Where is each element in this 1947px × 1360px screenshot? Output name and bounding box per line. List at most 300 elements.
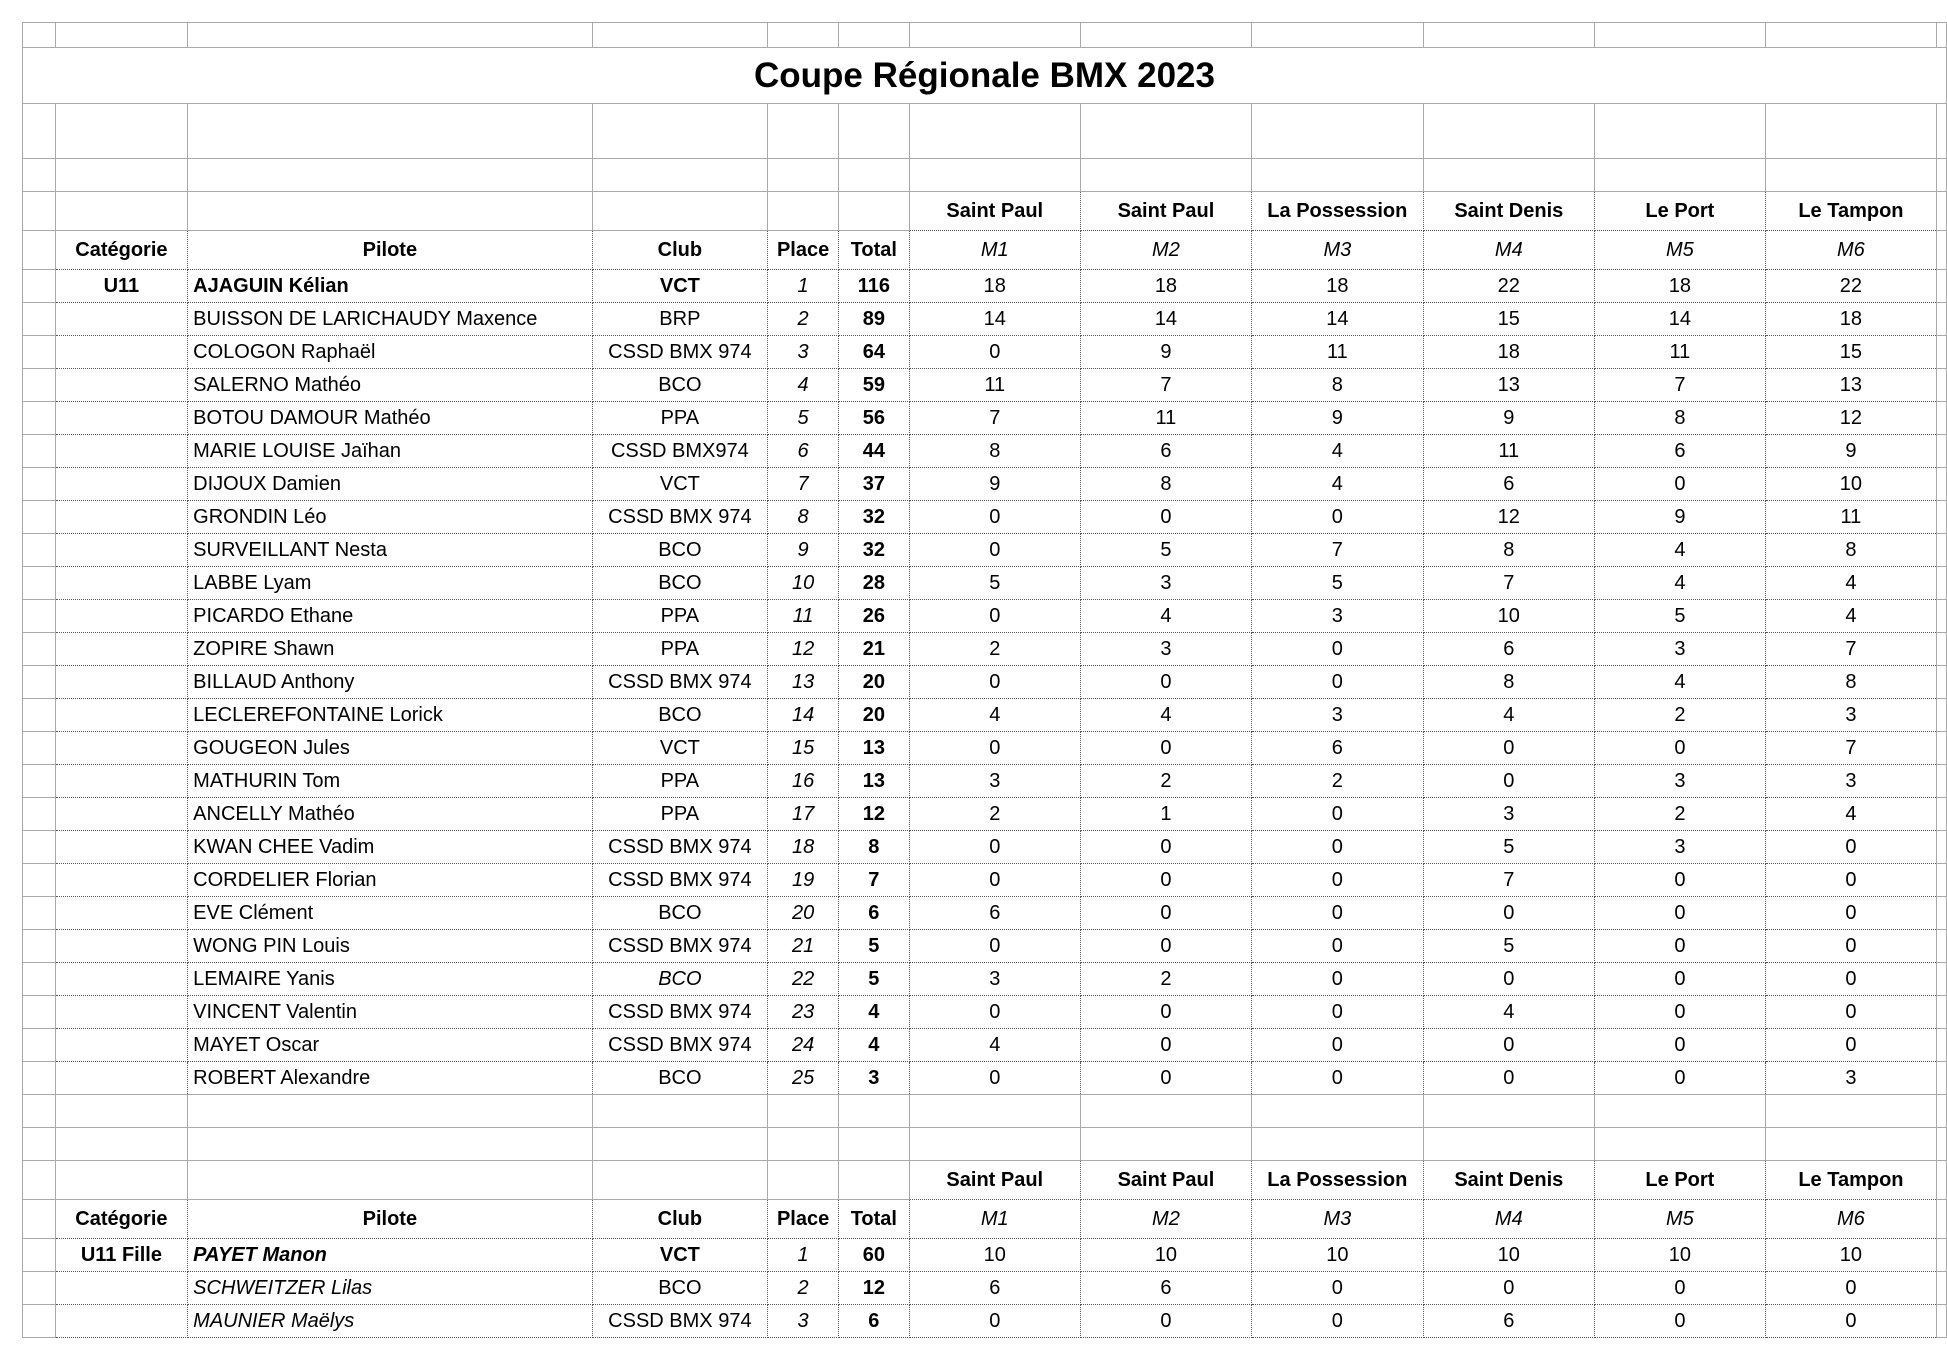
column-header-row <box>23 1200 1947 1239</box>
total-cell: 20 <box>838 666 909 699</box>
empty-cell <box>1937 864 1947 897</box>
round-score: 0 <box>1594 1305 1765 1338</box>
empty-cell <box>55 104 188 159</box>
pilot-name: KWAN CHEE Vadim <box>188 831 592 864</box>
empty-cell <box>909 159 1080 192</box>
club-cell: BCO <box>592 567 768 600</box>
round-score: 0 <box>1080 897 1251 930</box>
empty-cell <box>188 1095 592 1128</box>
round-score: 0 <box>909 666 1080 699</box>
round-score: 18 <box>909 270 1080 303</box>
venue-header: La Possession <box>1252 1161 1424 1200</box>
empty-cell <box>23 501 56 534</box>
round-score: 4 <box>1594 534 1765 567</box>
empty-cell <box>1252 104 1424 159</box>
empty-cell <box>1423 159 1594 192</box>
category-cell <box>55 600 188 633</box>
header-pilote: Pilote <box>188 1200 592 1239</box>
table-row <box>23 633 1947 666</box>
category-cell <box>55 501 188 534</box>
empty-cell <box>23 699 56 732</box>
club-cell: CSSD BMX 974 <box>592 666 768 699</box>
pilot-name: BUISSON DE LARICHAUDY Maxence <box>188 303 592 336</box>
table-row <box>23 336 1947 369</box>
venue-header: Saint Denis <box>1423 192 1594 231</box>
header-club: Club <box>592 1200 768 1239</box>
venue-header: Saint Paul <box>1080 1161 1251 1200</box>
round-score: 0 <box>1080 1029 1251 1062</box>
category-cell <box>55 699 188 732</box>
round-score: 0 <box>1252 996 1424 1029</box>
round-score: 3 <box>909 963 1080 996</box>
round-score: 11 <box>1252 336 1424 369</box>
pilot-name: PAYET Manon <box>188 1239 592 1272</box>
round-score: 10 <box>1765 1239 1936 1272</box>
table-row <box>23 1305 1947 1338</box>
pilot-name: EVE Clément <box>188 897 592 930</box>
place-cell: 18 <box>768 831 839 864</box>
empty-cell <box>23 1272 56 1305</box>
club-cell: CSSD BMX 974 <box>592 930 768 963</box>
table-row <box>23 1062 1947 1095</box>
round-score: 3 <box>1080 567 1251 600</box>
empty-cell <box>23 963 56 996</box>
round-score: 0 <box>1765 864 1936 897</box>
place-cell: 22 <box>768 963 839 996</box>
empty-cell <box>1594 23 1765 48</box>
header-round: M3 <box>1252 1200 1424 1239</box>
place-cell: 16 <box>768 765 839 798</box>
round-score: 0 <box>1423 963 1594 996</box>
empty-cell <box>1937 192 1947 231</box>
round-score: 9 <box>1765 435 1936 468</box>
pilot-name: ZOPIRE Shawn <box>188 633 592 666</box>
empty-cell <box>1080 1095 1251 1128</box>
table-row <box>23 1029 1947 1062</box>
round-score: 0 <box>1765 1305 1936 1338</box>
empty-cell <box>1594 104 1765 159</box>
category-cell <box>55 369 188 402</box>
round-score: 0 <box>909 930 1080 963</box>
round-score: 12 <box>1765 402 1936 435</box>
category-cell <box>55 435 188 468</box>
club-cell: BCO <box>592 963 768 996</box>
empty-cell <box>55 23 188 48</box>
empty-cell <box>838 23 909 48</box>
header-round: M6 <box>1765 1200 1936 1239</box>
round-score: 14 <box>1080 303 1251 336</box>
empty-cell <box>592 192 768 231</box>
round-score: 0 <box>1252 930 1424 963</box>
empty-cell <box>23 1200 56 1239</box>
total-cell: 37 <box>838 468 909 501</box>
total-cell: 60 <box>838 1239 909 1272</box>
round-score: 0 <box>1594 1062 1765 1095</box>
club-cell: PPA <box>592 765 768 798</box>
round-score: 5 <box>1423 831 1594 864</box>
place-cell: 4 <box>768 369 839 402</box>
empty-row <box>23 1095 1947 1128</box>
round-score: 6 <box>1423 633 1594 666</box>
empty-cell <box>55 159 188 192</box>
empty-cell <box>23 336 56 369</box>
table-row <box>23 435 1947 468</box>
round-score: 13 <box>1423 369 1594 402</box>
empty-cell <box>1937 567 1947 600</box>
empty-cell <box>1937 435 1947 468</box>
place-cell: 13 <box>768 666 839 699</box>
round-score: 0 <box>1252 501 1424 534</box>
round-score: 2 <box>1080 765 1251 798</box>
empty-cell <box>1765 1128 1936 1161</box>
round-score: 0 <box>1252 633 1424 666</box>
round-score: 7 <box>1765 732 1936 765</box>
header-pilote: Pilote <box>188 231 592 270</box>
pilot-name: ANCELLY Mathéo <box>188 798 592 831</box>
category-cell <box>55 633 188 666</box>
round-score: 14 <box>1252 303 1424 336</box>
empty-cell <box>1937 1095 1947 1128</box>
empty-row <box>23 159 1947 192</box>
total-cell: 32 <box>838 501 909 534</box>
table-row <box>23 831 1947 864</box>
round-score: 2 <box>1594 699 1765 732</box>
round-score: 3 <box>1765 699 1936 732</box>
empty-cell <box>1423 1128 1594 1161</box>
club-cell: BCO <box>592 897 768 930</box>
round-score: 0 <box>909 864 1080 897</box>
round-score: 11 <box>1080 402 1251 435</box>
round-score: 0 <box>1765 1029 1936 1062</box>
round-score: 0 <box>1765 1272 1936 1305</box>
round-score: 3 <box>1594 765 1765 798</box>
round-score: 3 <box>1080 633 1251 666</box>
empty-cell <box>23 534 56 567</box>
table-row <box>23 270 1947 303</box>
round-score: 3 <box>1765 765 1936 798</box>
empty-cell <box>23 930 56 963</box>
empty-cell <box>1937 1272 1947 1305</box>
place-cell: 17 <box>768 798 839 831</box>
total-cell: 12 <box>838 798 909 831</box>
empty-cell <box>768 23 839 48</box>
round-score: 2 <box>1594 798 1765 831</box>
round-score: 3 <box>1252 699 1424 732</box>
club-cell: VCT <box>592 732 768 765</box>
round-score: 0 <box>1765 996 1936 1029</box>
round-score: 0 <box>1423 897 1594 930</box>
round-score: 0 <box>909 732 1080 765</box>
empty-cell <box>55 192 188 231</box>
empty-cell <box>23 666 56 699</box>
header-round: M4 <box>1423 1200 1594 1239</box>
empty-cell <box>188 1161 592 1200</box>
round-score: 9 <box>1080 336 1251 369</box>
empty-cell <box>592 104 768 159</box>
category-cell <box>55 1272 188 1305</box>
header-round: M1 <box>909 231 1080 270</box>
category-cell <box>55 666 188 699</box>
empty-cell <box>838 104 909 159</box>
round-score: 6 <box>1080 1272 1251 1305</box>
round-score: 15 <box>1423 303 1594 336</box>
pilot-name: VINCENT Valentin <box>188 996 592 1029</box>
pilot-name: COLOGON Raphaël <box>188 336 592 369</box>
round-score: 0 <box>1080 666 1251 699</box>
total-cell: 8 <box>838 831 909 864</box>
table-row <box>23 534 1947 567</box>
round-score: 6 <box>1080 435 1251 468</box>
empty-cell <box>23 633 56 666</box>
category-cell <box>55 303 188 336</box>
club-cell: BRP <box>592 303 768 336</box>
total-cell: 13 <box>838 732 909 765</box>
round-score: 0 <box>1594 996 1765 1029</box>
pilot-name: SCHWEITZER Lilas <box>188 1272 592 1305</box>
empty-cell <box>23 765 56 798</box>
empty-cell <box>1594 1128 1765 1161</box>
header-categorie: Catégorie <box>55 1200 188 1239</box>
results-table <box>22 22 1947 1338</box>
empty-cell <box>23 567 56 600</box>
round-score: 0 <box>1252 831 1424 864</box>
header-round: M5 <box>1594 1200 1765 1239</box>
round-score: 7 <box>1423 864 1594 897</box>
club-cell: VCT <box>592 270 768 303</box>
total-cell: 26 <box>838 600 909 633</box>
round-score: 10 <box>1252 1239 1424 1272</box>
round-score: 0 <box>909 996 1080 1029</box>
place-cell: 3 <box>768 336 839 369</box>
empty-cell <box>1252 1128 1424 1161</box>
empty-cell <box>1937 468 1947 501</box>
pilot-name: MARIE LOUISE Jaïhan <box>188 435 592 468</box>
club-cell: CSSD BMX 974 <box>592 831 768 864</box>
empty-cell <box>1594 1095 1765 1128</box>
venue-header: Le Tampon <box>1765 192 1936 231</box>
venue-header: Le Port <box>1594 1161 1765 1200</box>
page-title: Coupe Régionale BMX 2023 <box>23 48 1947 104</box>
empty-cell <box>188 23 592 48</box>
round-score: 0 <box>909 1305 1080 1338</box>
place-cell: 5 <box>768 402 839 435</box>
empty-cell <box>838 1161 909 1200</box>
round-score: 0 <box>1080 732 1251 765</box>
round-score: 8 <box>1765 666 1936 699</box>
venue-header: Le Tampon <box>1765 1161 1936 1200</box>
place-cell: 9 <box>768 534 839 567</box>
total-cell: 3 <box>838 1062 909 1095</box>
round-score: 0 <box>1080 1305 1251 1338</box>
empty-cell <box>1252 159 1424 192</box>
round-score: 14 <box>909 303 1080 336</box>
round-score: 13 <box>1765 369 1936 402</box>
empty-cell <box>1080 159 1251 192</box>
round-score: 18 <box>1765 303 1936 336</box>
empty-cell <box>592 1161 768 1200</box>
club-cell: BCO <box>592 534 768 567</box>
empty-cell <box>909 23 1080 48</box>
club-cell: BCO <box>592 1272 768 1305</box>
round-score: 4 <box>1252 468 1424 501</box>
round-score: 0 <box>1423 1029 1594 1062</box>
category-cell <box>55 963 188 996</box>
round-score: 8 <box>1080 468 1251 501</box>
table-row <box>23 996 1947 1029</box>
club-cell: BCO <box>592 369 768 402</box>
round-score: 0 <box>1594 468 1765 501</box>
empty-cell <box>768 192 839 231</box>
round-score: 22 <box>1423 270 1594 303</box>
empty-cell <box>23 402 56 435</box>
venue-header: Le Port <box>1594 192 1765 231</box>
club-cell: CSSD BMX974 <box>592 435 768 468</box>
venue-header: Saint Paul <box>909 192 1080 231</box>
total-cell: 56 <box>838 402 909 435</box>
category-cell <box>55 534 188 567</box>
empty-cell <box>1765 159 1936 192</box>
pilot-name: LABBE Lyam <box>188 567 592 600</box>
round-score: 3 <box>909 765 1080 798</box>
empty-cell <box>1937 270 1947 303</box>
round-score: 0 <box>1765 831 1936 864</box>
category-cell: U11 <box>55 270 188 303</box>
header-total: Total <box>838 1200 909 1239</box>
place-cell: 8 <box>768 501 839 534</box>
round-score: 0 <box>909 534 1080 567</box>
total-cell: 89 <box>838 303 909 336</box>
round-score: 4 <box>1765 600 1936 633</box>
place-cell: 24 <box>768 1029 839 1062</box>
round-score: 0 <box>909 336 1080 369</box>
round-score: 0 <box>909 831 1080 864</box>
empty-cell <box>23 1029 56 1062</box>
empty-cell <box>1937 159 1947 192</box>
round-score: 18 <box>1423 336 1594 369</box>
empty-cell <box>1937 765 1947 798</box>
round-score: 3 <box>1252 600 1424 633</box>
pilot-name: MATHURIN Tom <box>188 765 592 798</box>
round-score: 6 <box>909 1272 1080 1305</box>
round-score: 3 <box>1423 798 1594 831</box>
empty-cell <box>23 270 56 303</box>
round-score: 0 <box>1252 963 1424 996</box>
round-score: 18 <box>1080 270 1251 303</box>
empty-cell <box>838 159 909 192</box>
place-cell: 11 <box>768 600 839 633</box>
empty-cell <box>23 996 56 1029</box>
place-cell: 19 <box>768 864 839 897</box>
club-cell: CSSD BMX 974 <box>592 996 768 1029</box>
place-cell: 20 <box>768 897 839 930</box>
header-categorie: Catégorie <box>55 231 188 270</box>
round-score: 0 <box>1594 963 1765 996</box>
round-score: 10 <box>1080 1239 1251 1272</box>
empty-cell <box>23 864 56 897</box>
total-cell: 13 <box>838 765 909 798</box>
empty-cell <box>1765 1095 1936 1128</box>
club-cell: BCO <box>592 1062 768 1095</box>
category-cell <box>55 1062 188 1095</box>
round-score: 7 <box>1252 534 1424 567</box>
round-score: 0 <box>1423 732 1594 765</box>
club-cell: BCO <box>592 699 768 732</box>
round-score: 4 <box>1080 600 1251 633</box>
round-score: 0 <box>1594 732 1765 765</box>
round-score: 4 <box>1080 699 1251 732</box>
table-row <box>23 303 1947 336</box>
empty-cell <box>23 303 56 336</box>
total-cell: 59 <box>838 369 909 402</box>
round-score: 0 <box>1594 864 1765 897</box>
empty-cell <box>1937 534 1947 567</box>
round-score: 11 <box>1423 435 1594 468</box>
total-cell: 28 <box>838 567 909 600</box>
category-cell <box>55 996 188 1029</box>
round-score: 5 <box>1252 567 1424 600</box>
empty-cell <box>1937 699 1947 732</box>
empty-cell <box>592 1128 768 1161</box>
round-score: 4 <box>1423 699 1594 732</box>
empty-cell <box>188 159 592 192</box>
place-cell: 7 <box>768 468 839 501</box>
empty-cell <box>55 1128 188 1161</box>
round-score: 11 <box>1594 336 1765 369</box>
round-score: 5 <box>1594 600 1765 633</box>
empty-cell <box>1937 1161 1947 1200</box>
empty-cell <box>1937 1128 1947 1161</box>
round-score: 0 <box>1594 930 1765 963</box>
round-score: 0 <box>1765 963 1936 996</box>
header-round: M2 <box>1080 231 1251 270</box>
empty-cell <box>1937 231 1947 270</box>
round-score: 10 <box>1594 1239 1765 1272</box>
empty-cell <box>1937 303 1947 336</box>
round-score: 2 <box>909 633 1080 666</box>
place-cell: 15 <box>768 732 839 765</box>
empty-cell <box>909 1128 1080 1161</box>
round-score: 18 <box>1252 270 1424 303</box>
round-score: 4 <box>1252 435 1424 468</box>
place-cell: 3 <box>768 1305 839 1338</box>
empty-cell <box>768 104 839 159</box>
pilot-name: WONG PIN Louis <box>188 930 592 963</box>
round-score: 14 <box>1594 303 1765 336</box>
venue-header-row <box>23 1161 1947 1200</box>
round-score: 5 <box>1423 930 1594 963</box>
club-cell: VCT <box>592 468 768 501</box>
empty-cell <box>1937 501 1947 534</box>
total-cell: 64 <box>838 336 909 369</box>
round-score: 0 <box>1594 1029 1765 1062</box>
empty-cell <box>1937 1029 1947 1062</box>
empty-cell <box>592 1095 768 1128</box>
category-cell <box>55 1305 188 1338</box>
round-score: 4 <box>1423 996 1594 1029</box>
header-round: M1 <box>909 1200 1080 1239</box>
round-score: 0 <box>1080 501 1251 534</box>
empty-cell <box>909 1095 1080 1128</box>
place-cell: 21 <box>768 930 839 963</box>
round-score: 0 <box>909 501 1080 534</box>
round-score: 7 <box>1080 369 1251 402</box>
round-score: 22 <box>1765 270 1936 303</box>
place-cell: 2 <box>768 1272 839 1305</box>
empty-cell <box>768 1161 839 1200</box>
header-place: Place <box>768 231 839 270</box>
empty-cell <box>1937 798 1947 831</box>
round-score: 7 <box>909 402 1080 435</box>
